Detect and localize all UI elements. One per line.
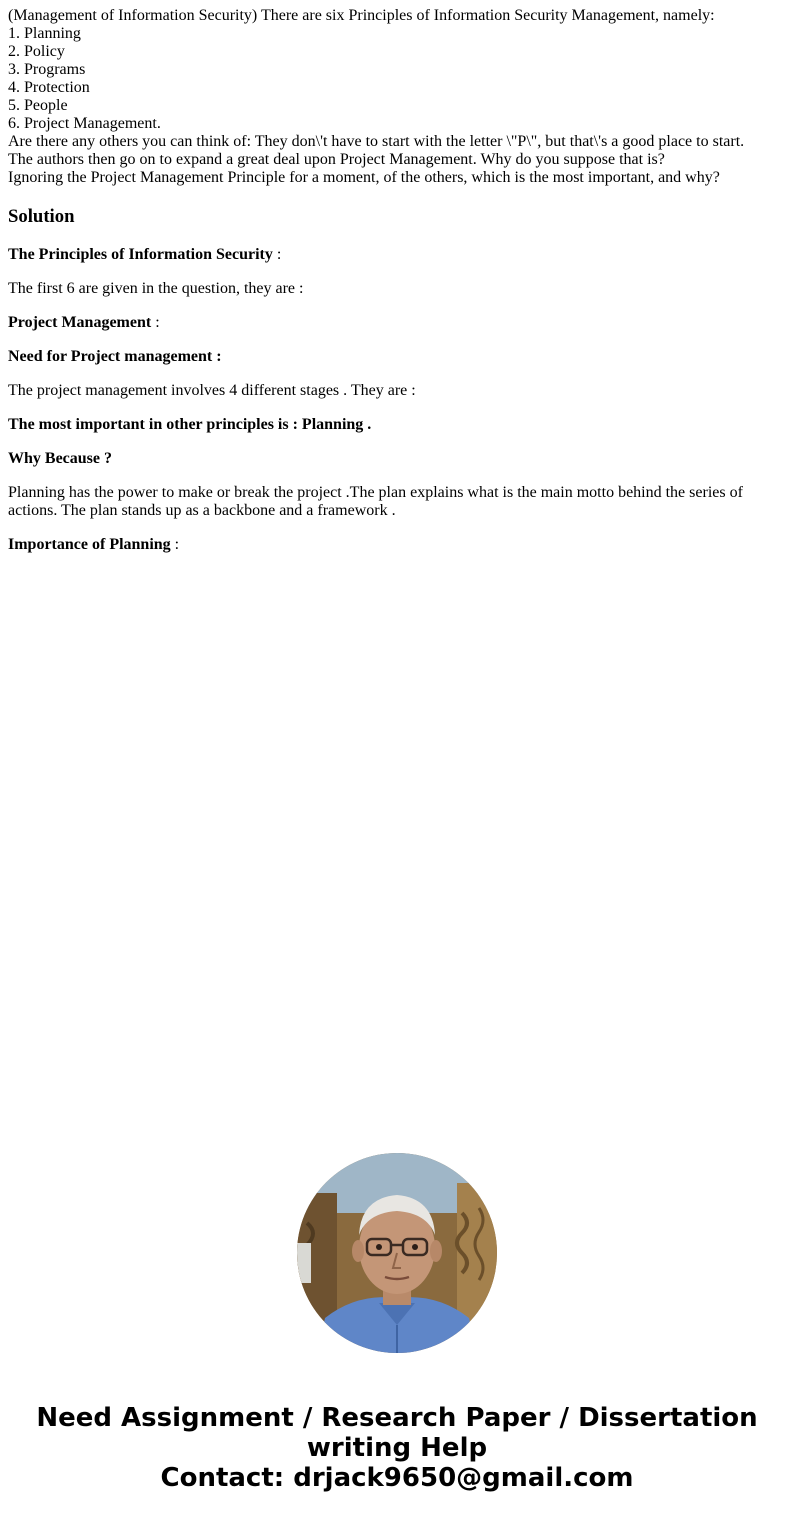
- most-important-heading: The most important in other principles is : Planning .: [8, 416, 372, 433]
- question-most-important: Ignoring the Project Management Principle for a moment, of the others, which is the most important, and why?: [8, 169, 720, 186]
- solution-principles-paragraph: [8, 246, 778, 264]
- solution-project-management-paragraph: [8, 314, 778, 332]
- solution-planning-paragraph: Planning has the power to make or break the project .The plan explains what is the main motto behind the series of actions. The plan stands up as a backbone and a framework .: [8, 484, 743, 519]
- principle-item-3: 3. Programs: [8, 61, 86, 78]
- solution-heading: Solution: [8, 206, 75, 227]
- question-text: [8, 7, 786, 187]
- principle-item-2: 2. Policy: [8, 43, 65, 60]
- principles-colon: :: [272, 246, 282, 263]
- need-heading: Need for Project management :: [8, 348, 222, 365]
- tutor-portrait-photo: [297, 1153, 497, 1353]
- principle-item-5: 5. People: [8, 97, 68, 114]
- promo-line-1: Need Assignment / Research Paper / Dissertation: [36, 1403, 758, 1433]
- promo-banner: [0, 1403, 794, 1493]
- solution-why-paragraph: [8, 450, 778, 468]
- promo-contact-line: Contact: drjack9650@gmail.com: [160, 1463, 634, 1493]
- project-management-heading: Project Management: [8, 314, 152, 331]
- promo-line-2: writing Help: [306, 1433, 488, 1463]
- project-management-colon: :: [151, 314, 160, 331]
- principles-heading: The Principles of Information Security: [8, 246, 273, 263]
- principle-item-4: 4. Protection: [8, 79, 90, 96]
- question-project-management: The authors then go on to expand a great deal upon Project Management. Why do you suppose that is?: [8, 151, 665, 168]
- question-others: Are there any others you can think of: They don\'t have to start with the letter \"P\", but that\'s a good place to start.: [8, 133, 745, 150]
- solution-need-paragraph: [8, 348, 778, 366]
- question-intro: (Management of Information Security) There are six Principles of Information Security Management, namely:: [8, 7, 715, 24]
- importance-heading: Importance of Planning: [8, 536, 171, 553]
- tutor-portrait-illustration: [297, 1153, 497, 1353]
- solution-first-six-paragraph: The first 6 are given in the question, they are :: [8, 280, 304, 297]
- solution-stages-paragraph: The project management involves 4 different stages . They are :: [8, 382, 416, 399]
- importance-colon: :: [170, 536, 180, 553]
- principle-item-6: 6. Project Management.: [8, 115, 161, 132]
- solution-importance-paragraph: [8, 536, 778, 554]
- solution-most-important-paragraph: [8, 416, 778, 434]
- principle-item-1: 1. Planning: [8, 25, 81, 42]
- why-heading: Why Because ?: [8, 450, 112, 467]
